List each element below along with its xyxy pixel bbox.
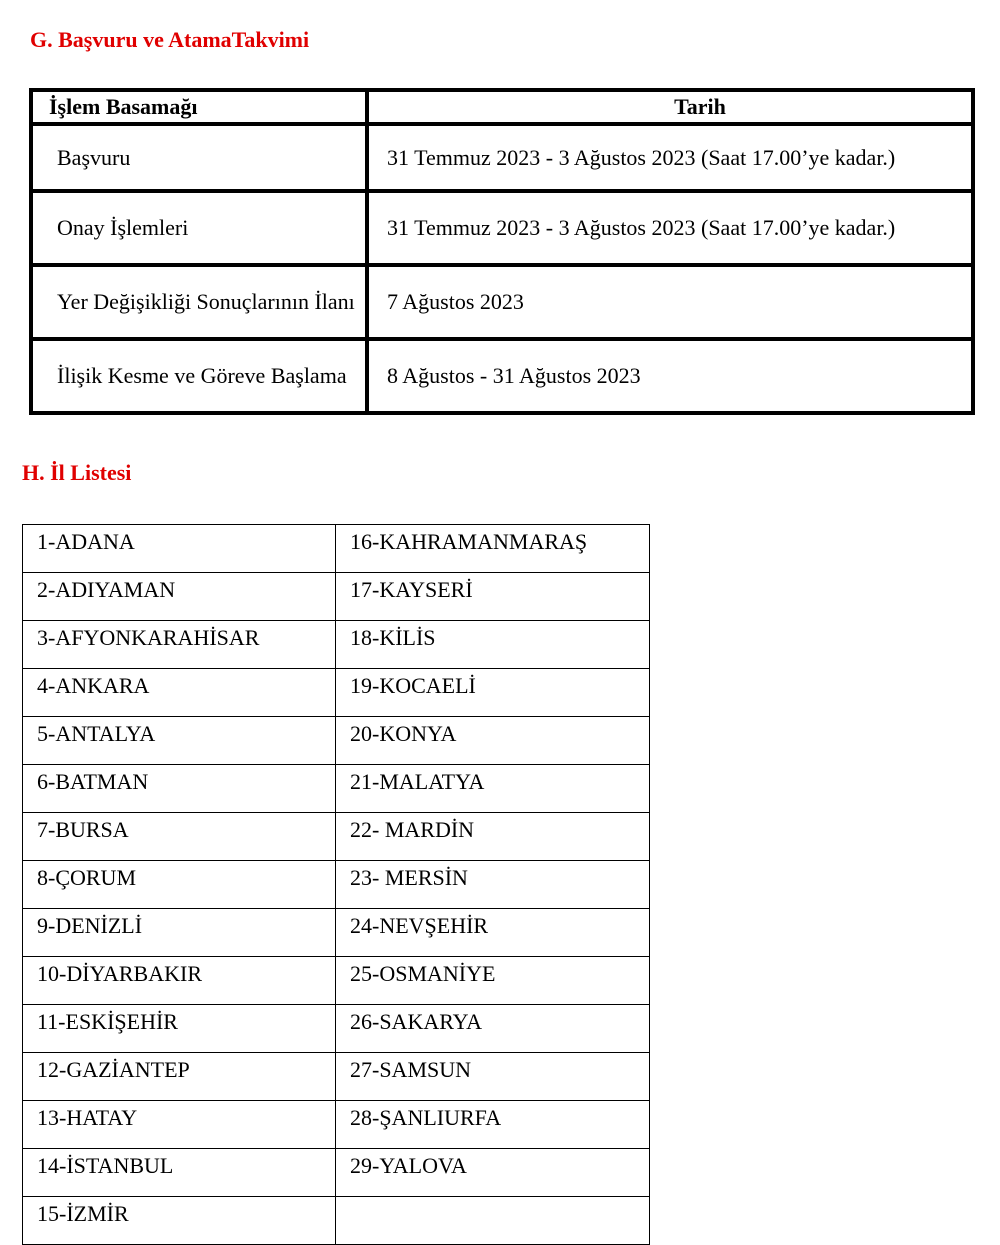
province-cell: 23- MERSİN: [336, 861, 650, 909]
schedule-date-cell: 31 Temmuz 2023 - 3 Ağustos 2023 (Saat 17.00’ye kadar.): [367, 124, 973, 191]
schedule-date-cell: 31 Temmuz 2023 - 3 Ağustos 2023 (Saat 17.00’ye kadar.): [367, 191, 973, 265]
province-row: [23, 765, 650, 813]
province-cell: 28-ŞANLIURFA: [336, 1101, 650, 1149]
province-cell: 6-BATMAN: [23, 765, 336, 813]
province-row: [23, 717, 650, 765]
province-cell: 9-DENİZLİ: [23, 909, 336, 957]
province-cell: 22- MARDİN: [336, 813, 650, 861]
province-cell: [336, 1197, 650, 1245]
province-cell: 14-İSTANBUL: [23, 1149, 336, 1197]
schedule-row: [31, 339, 973, 413]
schedule-row: [31, 191, 973, 265]
schedule-header-row: [31, 90, 973, 124]
province-cell: 29-YALOVA: [336, 1149, 650, 1197]
province-row: [23, 1053, 650, 1101]
province-cell: 4-ANKARA: [23, 669, 336, 717]
schedule-step-cell: Onay İşlemleri: [31, 191, 367, 265]
province-row: [23, 1101, 650, 1149]
province-cell: 10-DİYARBAKIR: [23, 957, 336, 1005]
province-cell: 25-OSMANİYE: [336, 957, 650, 1005]
schedule-step-cell: Başvuru: [31, 124, 367, 191]
province-cell: 11-ESKİŞEHİR: [23, 1005, 336, 1053]
province-cell: 19-KOCAELİ: [336, 669, 650, 717]
province-cell: 8-ÇORUM: [23, 861, 336, 909]
province-row: [23, 861, 650, 909]
date-column-header: Tarih: [367, 90, 973, 124]
province-row: [23, 573, 650, 621]
province-row: [23, 813, 650, 861]
schedule-table: [29, 88, 975, 415]
province-cell: 5-ANTALYA: [23, 717, 336, 765]
province-cell: 16-KAHRAMANMARAŞ: [336, 525, 650, 573]
province-list-table: [22, 524, 650, 1245]
province-cell: 20-KONYA: [336, 717, 650, 765]
province-row: [23, 525, 650, 573]
province-cell: 3-AFYONKARAHİSAR: [23, 621, 336, 669]
province-row: [23, 1149, 650, 1197]
province-cell: 21-MALATYA: [336, 765, 650, 813]
province-cell: 15-İZMİR: [23, 1197, 336, 1245]
province-cell: 26-SAKARYA: [336, 1005, 650, 1053]
province-cell: 18-KİLİS: [336, 621, 650, 669]
province-row: [23, 669, 650, 717]
schedule-row: [31, 124, 973, 191]
province-cell: 24-NEVŞEHİR: [336, 909, 650, 957]
province-row: [23, 621, 650, 669]
section-h-title: H. İl Listesi: [22, 460, 132, 485]
province-cell: 2-ADIYAMAN: [23, 573, 336, 621]
schedule-date-cell: 7 Ağustos 2023: [367, 265, 973, 340]
province-row: [23, 957, 650, 1005]
section-g-title: G. Başvuru ve AtamaTakvimi: [30, 27, 310, 52]
province-cell: 7-BURSA: [23, 813, 336, 861]
province-cell: 12-GAZİANTEP: [23, 1053, 336, 1101]
schedule-step-cell: Yer Değişikliği Sonuçlarının İlanı: [31, 265, 367, 340]
province-cell: 13-HATAY: [23, 1101, 336, 1149]
province-cell: 17-KAYSERİ: [336, 573, 650, 621]
step-column-header: İşlem Basamağı: [31, 90, 367, 124]
province-row: [23, 1005, 650, 1053]
schedule-row: [31, 265, 973, 340]
province-cell: 27-SAMSUN: [336, 1053, 650, 1101]
province-cell: 1-ADANA: [23, 525, 336, 573]
schedule-step-cell: İlişik Kesme ve Göreve Başlama: [31, 339, 367, 413]
province-row: [23, 909, 650, 957]
province-row: [23, 1197, 650, 1245]
schedule-date-cell: 8 Ağustos - 31 Ağustos 2023: [367, 339, 973, 413]
